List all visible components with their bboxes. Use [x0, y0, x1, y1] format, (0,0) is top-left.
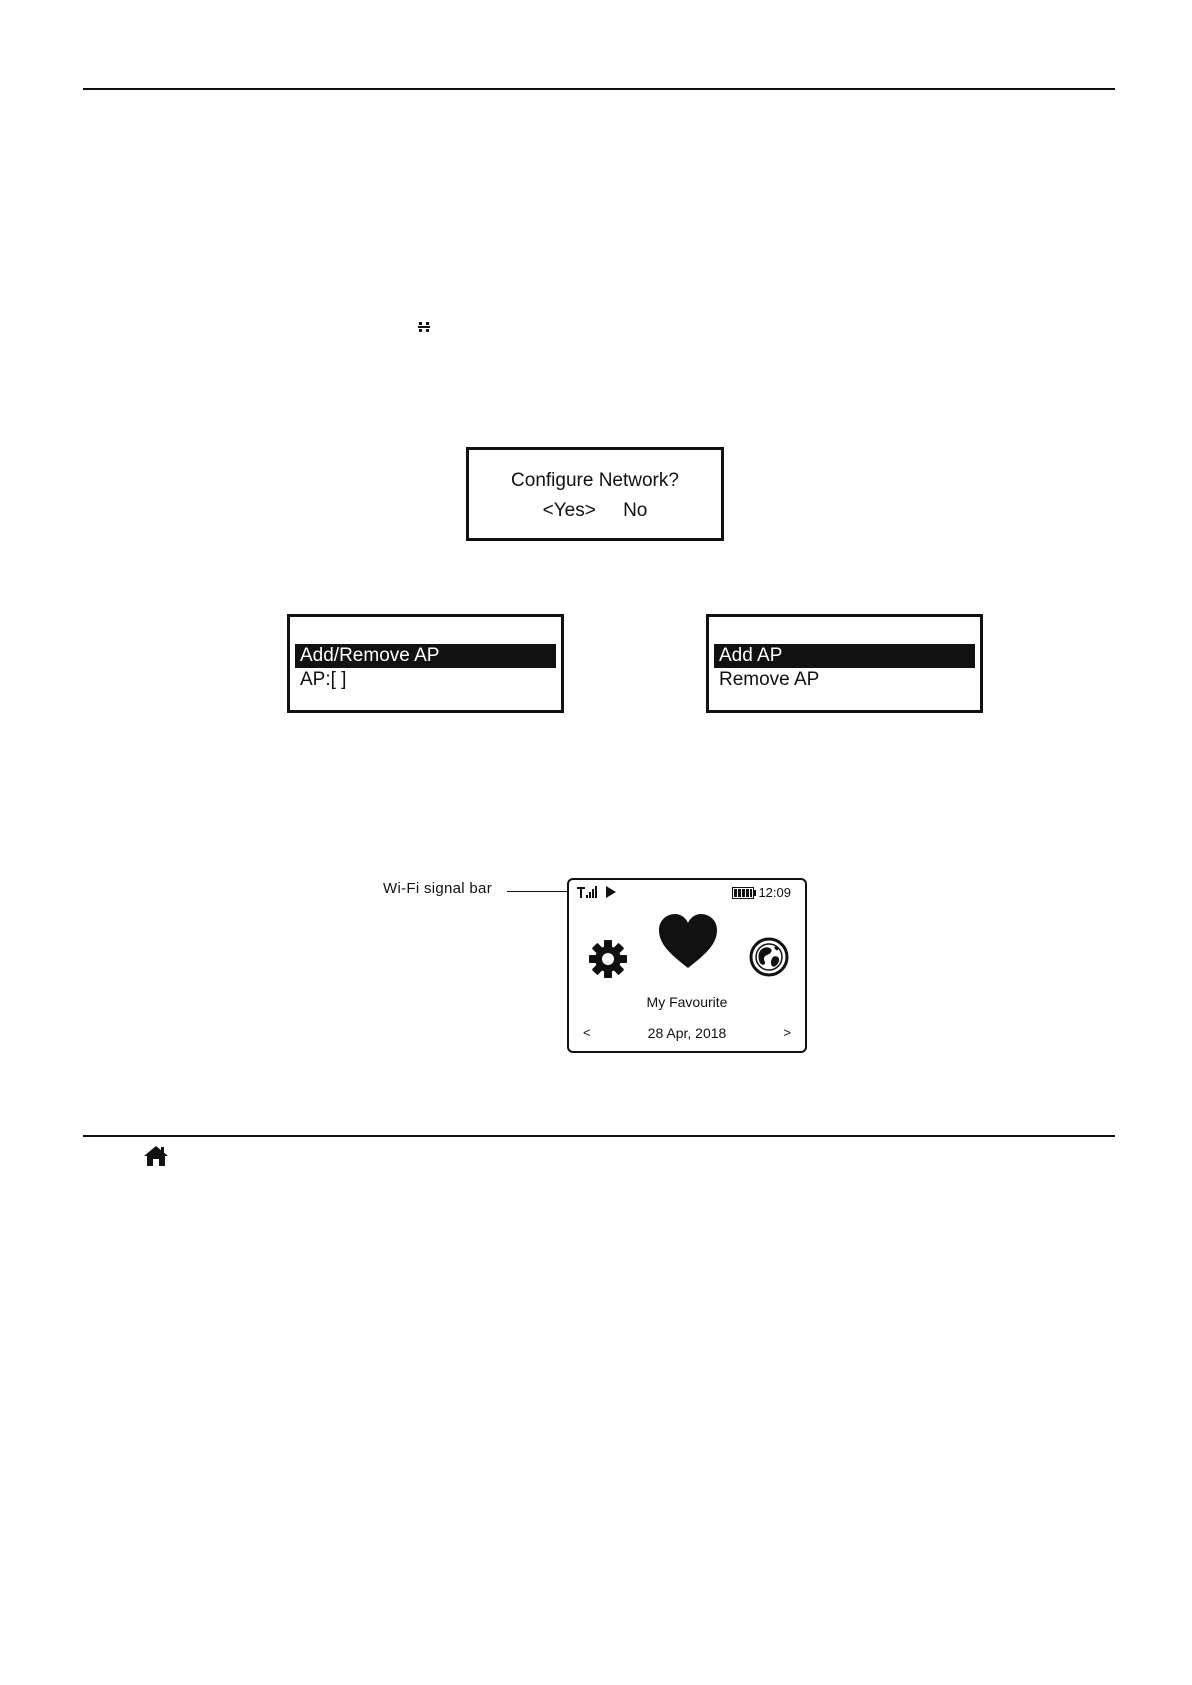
home-date: 28 Apr, 2018: [647, 1025, 727, 1041]
home-screen-display: [567, 878, 807, 1053]
battery-icon: [732, 887, 756, 899]
callout-line: [507, 891, 574, 892]
yes-option[interactable]: <Yes>: [542, 500, 596, 521]
menu-item-ap-list[interactable]: AP:[ ]: [300, 669, 347, 690]
bottom-rule: [83, 1135, 1115, 1137]
configure-question: Configure Network?: [511, 470, 679, 491]
configure-options: [469, 500, 721, 522]
clock-time: 12:09: [758, 885, 791, 900]
previous-arrow[interactable]: <: [583, 1025, 591, 1040]
configure-network-dialog: [466, 447, 724, 541]
globe-icon[interactable]: [749, 937, 789, 977]
top-rule: [83, 88, 1115, 90]
menu-item-add-remove-ap[interactable]: Add/Remove AP: [295, 644, 556, 668]
add-ap-menu: [706, 614, 983, 713]
menu-item-remove-ap[interactable]: Remove AP: [719, 669, 820, 690]
status-bar-right: [732, 885, 791, 900]
ethernet-icon: [418, 322, 430, 332]
wifi-signal-callout-label: Wi-Fi signal bar: [383, 880, 492, 897]
home-icon[interactable]: [143, 1145, 169, 1167]
home-title: My Favourite: [646, 994, 728, 1010]
no-option[interactable]: No: [623, 500, 648, 521]
wifi-signal-icon: [577, 885, 621, 901]
next-arrow[interactable]: >: [783, 1025, 791, 1040]
menu-item-add-ap[interactable]: Add AP: [714, 644, 975, 668]
gear-icon[interactable]: [587, 938, 629, 980]
play-icon: [606, 886, 616, 898]
add-remove-ap-menu: [287, 614, 564, 713]
heart-icon[interactable]: [657, 912, 719, 970]
